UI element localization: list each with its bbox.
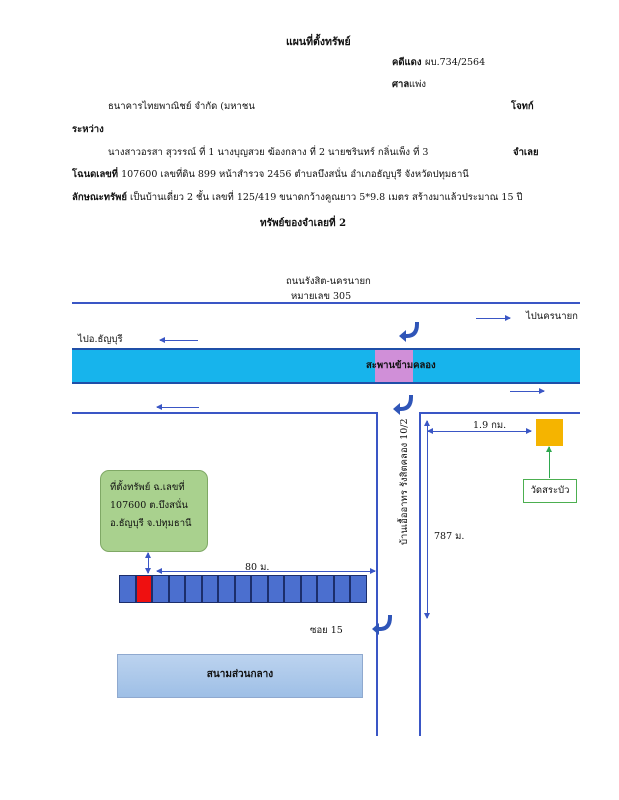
plot (334, 575, 351, 603)
road-name: ถนนรังสิต-นครนายก (286, 276, 371, 287)
distance-m-label: 787 ม. (434, 531, 465, 542)
village-road-right-edge (419, 412, 421, 736)
defendant-role: จำเลย (513, 147, 539, 158)
arrow-right-icon (510, 391, 544, 392)
plot (284, 575, 301, 603)
plot (169, 575, 186, 603)
road-number: หมายเลข 305 (291, 291, 352, 302)
village-road-label: บ้านเอื้ออาทร รังสิตคลอง 10/2 (399, 418, 410, 545)
plot-distance-label: 80 ม. (245, 562, 270, 573)
plot (268, 575, 285, 603)
plot (235, 575, 252, 603)
plaintiff-name: ธนาคารไทยพาณิชย์ จำกัด (มหาชน (108, 101, 255, 112)
to-thanyaburi-label: ไปอ.ธัญบุรี (78, 334, 123, 345)
temple-pointer-arrow (549, 447, 550, 478)
property-line (72, 192, 523, 204)
plaintiff-role: โจทก์ (511, 101, 534, 112)
canal (72, 348, 580, 384)
bridge-label: สะพานข้ามคลอง (366, 360, 436, 371)
distance-km-label: 1.9 กม. (473, 420, 507, 431)
turn-arrow-icon (397, 320, 423, 346)
deed-text: 107600 เลขที่ดิน 899 หน้าสำรวจ 2456 ตำบลบึงสนั่น อำเภอธัญบุรี จังหวัดปทุมธานี (121, 169, 469, 180)
property-text: เป็นบ้านเดี่ยว 2 ชั้น เลขที่ 125/419 ขนาดกว้างคูณยาว 5*9.8 เมตร สร้างมาแล้วประมาณ 15 ปี (129, 192, 523, 203)
callout-pointer-arrow (148, 553, 149, 573)
property-label: ลักษณะทรัพย์ (72, 192, 127, 203)
plot (301, 575, 318, 603)
plot (119, 575, 136, 603)
frontage-road-right (419, 412, 580, 414)
soi-label: ซอย 15 (310, 625, 343, 636)
callout-line-2: 107600 ต.บึงสนั่น (110, 500, 188, 511)
between-label: ระหว่าง (72, 124, 104, 135)
turn-arrow-icon (370, 613, 396, 639)
arrow-right-icon (476, 318, 510, 319)
temple-label: วัดสระบัว (523, 479, 577, 503)
arrow-left-icon (157, 407, 199, 408)
subtitle: ทรัพย์ของจำเลยที่ 2 (260, 218, 347, 229)
case-number: ผบ.734/2564 (425, 57, 486, 68)
deed-label: โฉนดเลขที่ (72, 169, 119, 180)
plot (152, 575, 169, 603)
case-label: คดีแดง (392, 57, 422, 68)
to-nakhon-nayok-label: ไปนครนายก (526, 311, 578, 322)
defendant-names: นางสาวอรสา สุวรรณ์ ที่ 1 นางบุญสวย ฆ้องกลาง ที่ 2 นายชรินทร์ กลิ่นเพ็ง ที่ 3 (108, 147, 429, 158)
arrow-left-icon (160, 340, 198, 341)
turn-arrow-icon (391, 393, 417, 419)
frontage-road-left (72, 412, 378, 414)
page-title: แผนที่ตั้งทรัพย์ (286, 36, 351, 48)
plot (350, 575, 367, 603)
deed-line (72, 169, 469, 181)
callout-line-1: ที่ตั้งทรัพย์ ฉ.เลขที่ (110, 482, 185, 493)
court-name: แพ่ง (409, 79, 427, 90)
main-road-line (72, 302, 580, 304)
plot (251, 575, 268, 603)
plot (317, 575, 334, 603)
court-label: ศาล (392, 79, 410, 90)
plot (202, 575, 219, 603)
park: สนามส่วนกลาง (117, 654, 363, 698)
temple-marker (536, 419, 563, 446)
village-road-left-edge (376, 412, 378, 736)
plot (218, 575, 235, 603)
plot-selected (136, 575, 153, 603)
distance-m-arrow (427, 421, 428, 618)
plot (185, 575, 202, 603)
plot-row (119, 575, 367, 603)
property-callout (100, 470, 208, 552)
callout-line-3: อ.ธัญบุรี จ.ปทุมธานี (110, 518, 192, 529)
